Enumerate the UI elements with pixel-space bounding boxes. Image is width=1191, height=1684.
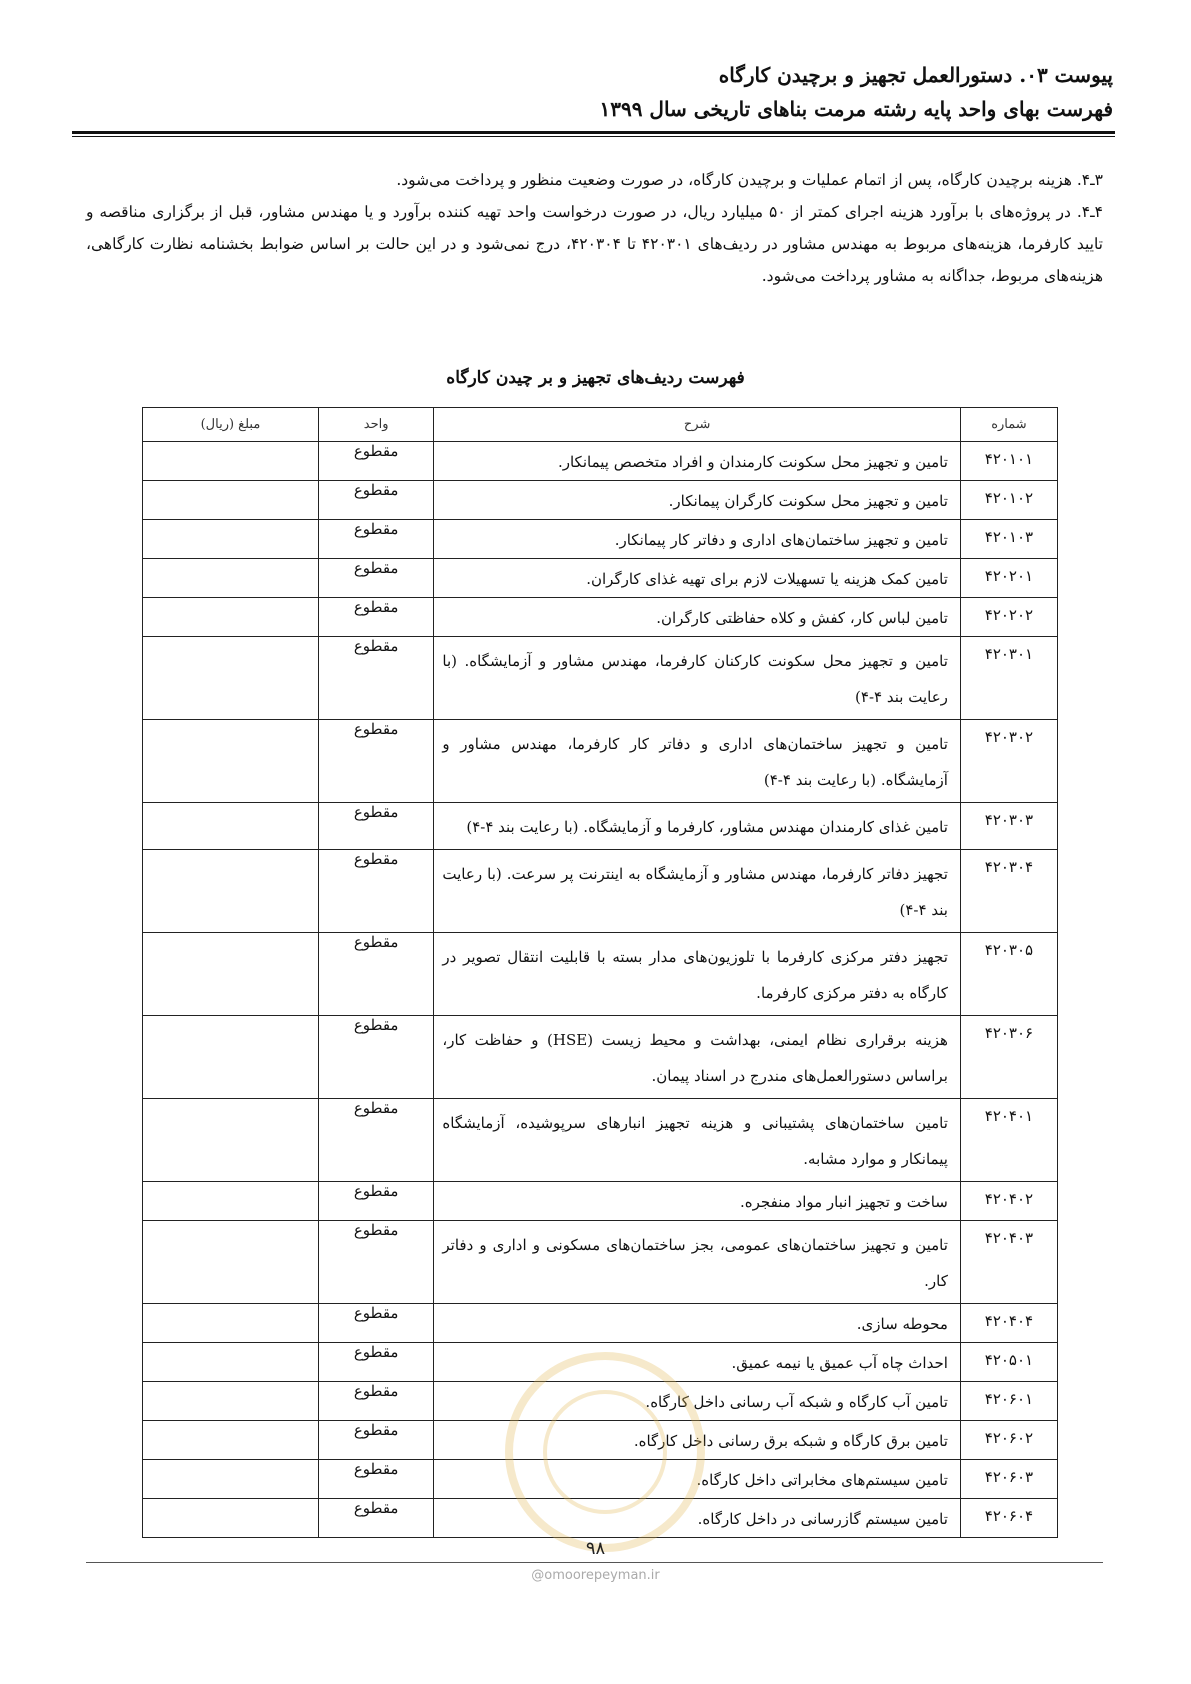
row-unit: مقطوع — [318, 1182, 434, 1221]
row-unit: مقطوع — [318, 1016, 434, 1099]
row-unit: مقطوع — [318, 933, 434, 1016]
table-row — [143, 481, 1058, 520]
row-number: ۴۲۰۶۰۳ — [960, 1460, 1057, 1499]
table-row — [143, 1016, 1058, 1099]
row-number: ۴۲۰۱۰۳ — [960, 520, 1057, 559]
row-description: تامین و تجهیز ساختمان‌های عمومی، بجز ساختمان‌های مسکونی و اداری و دفاتر کار. — [434, 1221, 961, 1304]
row-description: تامین و تجهیز ساختمان‌های اداری و دفاتر کار کارفرما، مهندس مشاور و آزمایشگاه. (با رعایت بند ۴-۴) — [434, 720, 961, 803]
row-price — [143, 1421, 319, 1460]
row-number: ۴۲۰۳۰۲ — [960, 720, 1057, 803]
row-price — [143, 1016, 319, 1099]
row-price — [143, 803, 319, 850]
row-unit: مقطوع — [318, 1304, 434, 1343]
row-description: تامین برق کارگاه و شبکه برق رسانی داخل کارگاه. — [434, 1421, 961, 1460]
row-description: ساخت و تجهیز انبار مواد منفجره. — [434, 1182, 961, 1221]
body-paragraphs — [86, 164, 1103, 292]
row-unit: مقطوع — [318, 720, 434, 803]
row-description: هزینه برقراری نظام ایمنی، بهداشت و محیط زیست (HSE) و حفاظت کار، براساس دستورالعمل‌های مندرج در اسناد پیمان. — [434, 1016, 961, 1099]
watermark-seal — [505, 1352, 705, 1552]
table-row — [143, 598, 1058, 637]
paragraph-3-4: ۳ـ۴. هزینه برچیدن کارگاه، پس از اتمام عملیات و برچیدن کارگاه، در صورت وضعیت منظور و پرداخت می‌شود. — [396, 171, 1103, 189]
row-description: تامین آب کارگاه و شبکه آب رسانی داخل کارگاه. — [434, 1382, 961, 1421]
table-row — [143, 1304, 1058, 1343]
row-unit: مقطوع — [318, 598, 434, 637]
row-unit: مقطوع — [318, 803, 434, 850]
row-price — [143, 1382, 319, 1421]
row-price — [143, 1099, 319, 1182]
row-description: تامین و تجهیز ساختمان‌های اداری و دفاتر کار پیمانکار. — [434, 520, 961, 559]
row-unit: مقطوع — [318, 1343, 434, 1382]
row-number: ۴۲۰۴۰۳ — [960, 1221, 1057, 1304]
row-description: تامین لباس کار، کفش و کلاه حفاظتی کارگران. — [434, 598, 961, 637]
table-row — [143, 442, 1058, 481]
row-description: تامین سیستم‌های مخابراتی داخل کارگاه. — [434, 1460, 961, 1499]
row-number: ۴۲۰۱۰۲ — [960, 481, 1057, 520]
header-price-list-title: فهرست بهای واحد پایه رشته مرمت بناهای تاریخی سال ۱۳۹۹ — [599, 97, 1113, 121]
row-price — [143, 559, 319, 598]
header-description: شرح — [434, 408, 961, 442]
row-number: ۴۲۰۳۰۳ — [960, 803, 1057, 850]
row-description: تامین ساختمان‌های پشتیبانی و هزینه تجهیز انبارهای سرپوشیده، آزمایشگاه پیمانکار و موارد مشابه. — [434, 1099, 961, 1182]
row-number: ۴۲۰۲۰۱ — [960, 559, 1057, 598]
table-row — [143, 720, 1058, 803]
row-number: ۴۲۰۶۰۲ — [960, 1421, 1057, 1460]
row-price — [143, 598, 319, 637]
row-price — [143, 637, 319, 720]
row-unit: مقطوع — [318, 520, 434, 559]
row-unit: مقطوع — [318, 850, 434, 933]
table-title: فهرست ردیف‌های تجهیز و بر چیدن کارگاه — [446, 368, 745, 388]
header-unit: واحد — [318, 408, 434, 442]
footer-website: @omoorepeyman.ir — [531, 1568, 660, 1583]
page-header — [70, 58, 1113, 126]
table-row — [143, 520, 1058, 559]
table-row — [143, 1221, 1058, 1304]
row-unit: مقطوع — [318, 442, 434, 481]
row-price — [143, 520, 319, 559]
row-number: ۴۲۰۲۰۲ — [960, 598, 1057, 637]
row-description: محوطه سازی. — [434, 1304, 961, 1343]
row-number: ۴۲۰۴۰۱ — [960, 1099, 1057, 1182]
row-description: احداث چاه آب عمیق یا نیمه عمیق. — [434, 1343, 961, 1382]
table-row — [143, 559, 1058, 598]
row-description: تامین و تجهیز محل سکونت کارمندان و افراد متخصص پیمانکار. — [434, 442, 961, 481]
table-row — [143, 803, 1058, 850]
row-description: تامین غذای کارمندان مهندس مشاور، کارفرما و آزمایشگاه. (با رعایت بند ۴-۴) — [434, 803, 961, 850]
header-appendix-title: پیوست ۰۳. دستورالعمل تجهیز و برچیدن کارگاه — [718, 63, 1113, 87]
header-rule-thin — [72, 136, 1115, 137]
row-description: تامین سیستم گازرسانی در داخل کارگاه. — [434, 1499, 961, 1538]
paragraph-4-4: ۴ـ۴. در پروژه‌های با برآورد هزینه اجرای کمتر از ۵۰ میلیارد ریال، در صورت درخواست واحد تهیه کننده برآورد و یا مهندس مشاور، قبل از برگزاری مناقصه و تایید کارفرما، هزینه‌های مربوط به مهندس مشاور در ردیف‌های ۴۲۰۳۰۱ تا ۴۲۰۳۰۴، درج نمی‌شود و در این حالت بر اساس ضوابط بخشنامه نظارت کارگاهی، هزینه‌های مربوط، جداگانه به مشاور پرداخت می‌شود. — [86, 203, 1104, 285]
header-number: شماره — [960, 408, 1057, 442]
row-number: ۴۲۰۵۰۱ — [960, 1343, 1057, 1382]
table-row — [143, 1099, 1058, 1182]
row-price — [143, 933, 319, 1016]
row-unit: مقطوع — [318, 637, 434, 720]
row-description: تامین و تجهیز محل سکونت کارکنان کارفرما، مهندس مشاور و آزمایشگاه. (با رعایت بند ۴-۴) — [434, 637, 961, 720]
row-unit: مقطوع — [318, 1382, 434, 1421]
header-rule — [72, 131, 1115, 134]
row-number: ۴۲۰۶۰۱ — [960, 1382, 1057, 1421]
row-number: ۴۲۰۳۰۴ — [960, 850, 1057, 933]
row-unit: مقطوع — [318, 1221, 434, 1304]
table-header-row — [143, 408, 1058, 442]
row-unit: مقطوع — [318, 1460, 434, 1499]
table-row — [143, 637, 1058, 720]
table-row — [143, 850, 1058, 933]
row-unit: مقطوع — [318, 1499, 434, 1538]
row-unit: مقطوع — [318, 481, 434, 520]
row-number: ۴۲۰۳۰۶ — [960, 1016, 1057, 1099]
table-row — [143, 1182, 1058, 1221]
header-price: مبلغ (ریال) — [143, 408, 319, 442]
row-price — [143, 850, 319, 933]
row-number: ۴۲۰۳۰۵ — [960, 933, 1057, 1016]
row-number: ۴۲۰۶۰۴ — [960, 1499, 1057, 1538]
row-price — [143, 442, 319, 481]
row-price — [143, 481, 319, 520]
row-number: ۴۲۰۱۰۱ — [960, 442, 1057, 481]
row-price — [143, 1182, 319, 1221]
row-description: تجهیز دفتر مرکزی کارفرما با تلوزیون‌های مدار بسته با قابلیت انتقال تصویر در کارگاه به دفتر مرکزی کارفرما. — [434, 933, 961, 1016]
row-unit: مقطوع — [318, 1421, 434, 1460]
row-number: ۴۲۰۴۰۲ — [960, 1182, 1057, 1221]
row-price — [143, 720, 319, 803]
row-unit: مقطوع — [318, 1099, 434, 1182]
row-price — [143, 1221, 319, 1304]
row-unit: مقطوع — [318, 559, 434, 598]
row-price — [143, 1343, 319, 1382]
footer-rule — [86, 1562, 1103, 1563]
row-price — [143, 1499, 319, 1538]
row-price — [143, 1304, 319, 1343]
row-description: تامین کمک هزینه یا تسهیلات لازم برای تهیه غذای کارگران. — [434, 559, 961, 598]
row-number: ۴۲۰۴۰۴ — [960, 1304, 1057, 1343]
row-number: ۴۲۰۳۰۱ — [960, 637, 1057, 720]
table-row — [143, 933, 1058, 1016]
row-description: تجهیز دفاتر کارفرما، مهندس مشاور و آزمایشگاه به اینترنت پر سرعت. (با رعایت بند ۴-۴) — [434, 850, 961, 933]
row-description: تامین و تجهیز محل سکونت کارگران پیمانکار. — [434, 481, 961, 520]
page-number: ۹۸ — [585, 1538, 606, 1559]
row-price — [143, 1460, 319, 1499]
